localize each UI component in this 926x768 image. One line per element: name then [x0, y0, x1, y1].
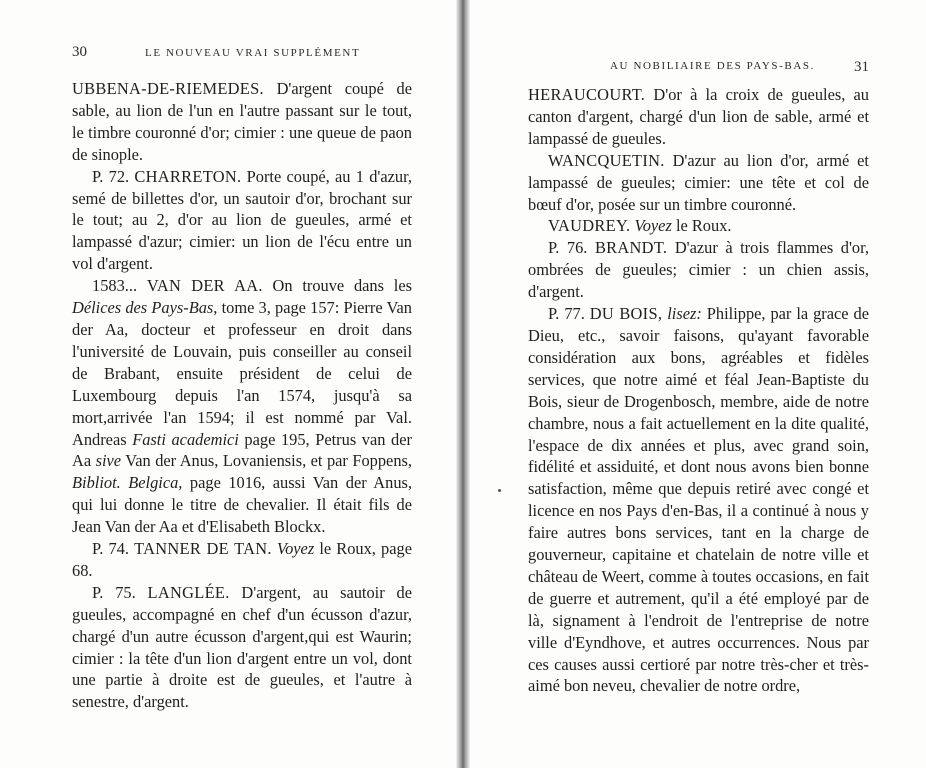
entry-ubbena [72, 78, 412, 166]
entry-name: WANCQUETIN. [548, 150, 665, 170]
entry-name: HERAUCOURT. [528, 85, 646, 104]
entry-ref: P. 75. [92, 582, 136, 602]
entry-vaudrey [528, 215, 869, 237]
entry-van-der-aa [72, 275, 412, 538]
entry-text: , tome 3, page 157: Pierre Van der Aa, docteur et professeur en droit dans l'université de Louvain, puis conseiller au conseil de Brabant, ensuite président de celui de Luxembourg depuis l'an 1574, jusqu'à sa mort,arrivée l'an 1594; il est nommé par Val. Andreas [72, 298, 412, 449]
entry-italic: Bibliot. Belgica, [72, 473, 183, 493]
entry-italic: Fasti academici [132, 429, 239, 449]
entry-ref: P. 74. [92, 539, 130, 559]
print-speck [498, 489, 501, 492]
entry-ref: P. 72. [92, 166, 130, 186]
entry-ref: P. 76. [548, 238, 588, 258]
page-number-right: 31 [854, 59, 869, 75]
entry-name: DU BOIS, [589, 304, 663, 324]
entry-name: LANGLÉE. [147, 582, 230, 602]
entry-text: D'argent, au sautoir de gueules, accompagné en chef d'un écusson d'azur, chargé d'un autre écusson d'argent,qui est Waurin; cimier : la tête d'un lion d'argent entre un vol, dont une partie à droite est de gueules, et l'autre à senestre, d'argent. [72, 582, 412, 712]
entry-name: UBBENA-DE-RIEMEDES. [72, 79, 264, 98]
entry-ref: 1583... [92, 276, 138, 296]
running-head-left: LE NOUVEAU VRAI SUPPLÉMENT [145, 47, 361, 59]
book-gutter [456, 0, 470, 768]
entry-text: D'argent coupé de sable, au lion de l'un en l'autre passant sur le tout, le timbre couronné d'or; cimier : une queue de paon de sinople. [72, 79, 412, 164]
entry-italic: lisez: [667, 304, 702, 324]
entry-italic: sive [95, 451, 122, 471]
entry-heraucourt [528, 84, 869, 150]
running-head-right: AU NOBILIAIRE DES PAYS-BAS. [610, 60, 815, 72]
entry-name: VAUDREY. [548, 216, 631, 236]
entry-name: BRANDT. [594, 238, 668, 258]
entry-text: D'azur à trois flammes d'or, ombrées de gueules; cimier : un chien assis, d'argent. [528, 238, 869, 302]
entry-text: D'azur au lion d'or, armé et lampassé de gueules; cimier: une tête et col de bœuf d'or, posée sur un timbre couronné. [528, 150, 869, 214]
entry-ref: P. 77. [548, 304, 585, 324]
entry-name: TANNER DE TAN. [134, 539, 272, 559]
left-page [0, 0, 456, 768]
page-number-left: 30 [72, 44, 87, 60]
entry-wancquetin [528, 150, 869, 216]
entry-name: VAN DER AA. [146, 276, 263, 296]
entry-text: le Roux, page 68. [72, 539, 412, 580]
entry-tanner-de-tan [72, 538, 412, 582]
entry-brandt [528, 237, 869, 303]
entry-text: page 195, Petrus van der Aa [72, 429, 412, 471]
entry-italic: Délices des Pays-Bas [72, 298, 214, 318]
entry-du-bois [528, 303, 869, 697]
entry-text: le Roux. [671, 216, 732, 236]
entry-langlee [72, 582, 412, 713]
right-page-text [528, 84, 869, 697]
left-page-text [72, 78, 412, 713]
entry-text: Van der Anus, Lovaniensis, et par Foppens, [121, 451, 412, 471]
right-page [470, 0, 926, 768]
entry-italic: Voyez [276, 539, 315, 559]
entry-text: Philippe, par la grace de Dieu, etc., savoir faisons, qu'ayant favorable considération aux bons, agréables et fidèles services, que notre aimé et féal Jean-Baptiste du Bois, sieur de Drogenbosch, membre, aide de notre chambre, nous a fait actuellement en la dite qualité, l'espace de dix années et plus, avec grand soin, fidélité et assiduité, et dont nous avons bien bonne satisfaction, même que depuis retiré avec congé et licence en nos Pays d'en-Bas, il a continué à nous y faire autres bons services, tant en la charge de gouverneur, capitaine et chatelain de notre ville et château de Weert, comme à toutes occasions, en fait de guerre et autrement, qu'il a été employé par de là, signament à l'endroit de l'entreprise de notre ville d'Eyndhove, et autres occurrences. Nous par ces causes aussi certioré par notre très-cher et très-aimé bon neveu, chevalier de notre ordre, [528, 304, 869, 696]
entry-italic: Voyez [634, 216, 672, 236]
entry-name: CHARRETON. [134, 166, 242, 186]
entry-text: page 1016, aussi Van der Anus, qui lui donne le titre de chevalier. Il était fils de Jean Van der Aa et d'Elisabeth Blockx. [72, 473, 412, 537]
entry-charreton [72, 166, 412, 276]
entry-text: D'or à la croix de gueules, au canton d'argent, chargé d'un lion de sable, armé et lampassé de gueules. [528, 85, 869, 148]
entry-text: On trouve dans les [262, 276, 412, 296]
entry-text: Porte coupé, au 1 d'azur, semé de billettes d'or, un sautoir d'or, brochant sur le tout; au 2, d'or au lion de gueules, armé et lampassé d'azur; cimier: un lion de l'écu entre un vol d'argent. [72, 166, 412, 274]
